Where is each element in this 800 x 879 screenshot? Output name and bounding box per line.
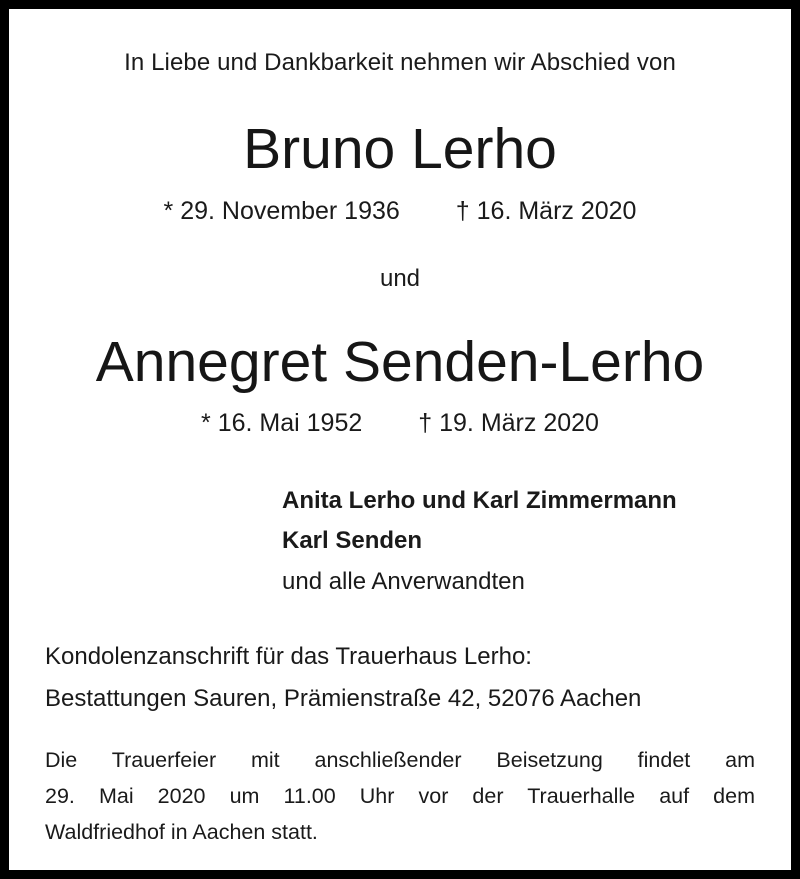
- birth-date-2: * 16. Mai 1952: [201, 409, 363, 437]
- mourner-line: und alle Anverwandten: [282, 568, 525, 595]
- life-dates-1: [9, 197, 791, 226]
- ceremony-line: Die Trauerfeier mit anschließender Beisetzung findet am: [45, 748, 755, 772]
- intro-text: In Liebe und Dankbarkeit nehmen wir Abschied von: [124, 49, 676, 76]
- mourner-line: Anita Lerho und Karl Zimmermann: [282, 487, 677, 514]
- deceased-name-1: Bruno Lerho: [243, 117, 557, 181]
- life-dates-2: [9, 409, 791, 438]
- conjunction-text: und: [379, 265, 421, 292]
- death-date-1: † 16. März 2020: [455, 197, 637, 225]
- ceremony-text: [45, 742, 755, 850]
- mourner-line: Karl Senden: [282, 527, 423, 554]
- death-date-2: † 19. März 2020: [418, 409, 599, 437]
- ceremony-line: 29. Mai 2020 um 11.00 Uhr vor der Trauerhalle auf dem: [45, 784, 755, 808]
- deceased-name-2: Annegret Senden-Lerho: [95, 330, 705, 394]
- condolence-address-line: Bestattungen Sauren, Prämienstraße 42, 52076 Aachen: [45, 685, 642, 712]
- ceremony-line: Waldfriedhof in Aachen statt.: [45, 820, 318, 844]
- condolence-address-line: Kondolenzanschrift für das Trauerhaus Lerho:: [45, 643, 532, 670]
- birth-date-1: * 29. November 1936: [163, 197, 400, 225]
